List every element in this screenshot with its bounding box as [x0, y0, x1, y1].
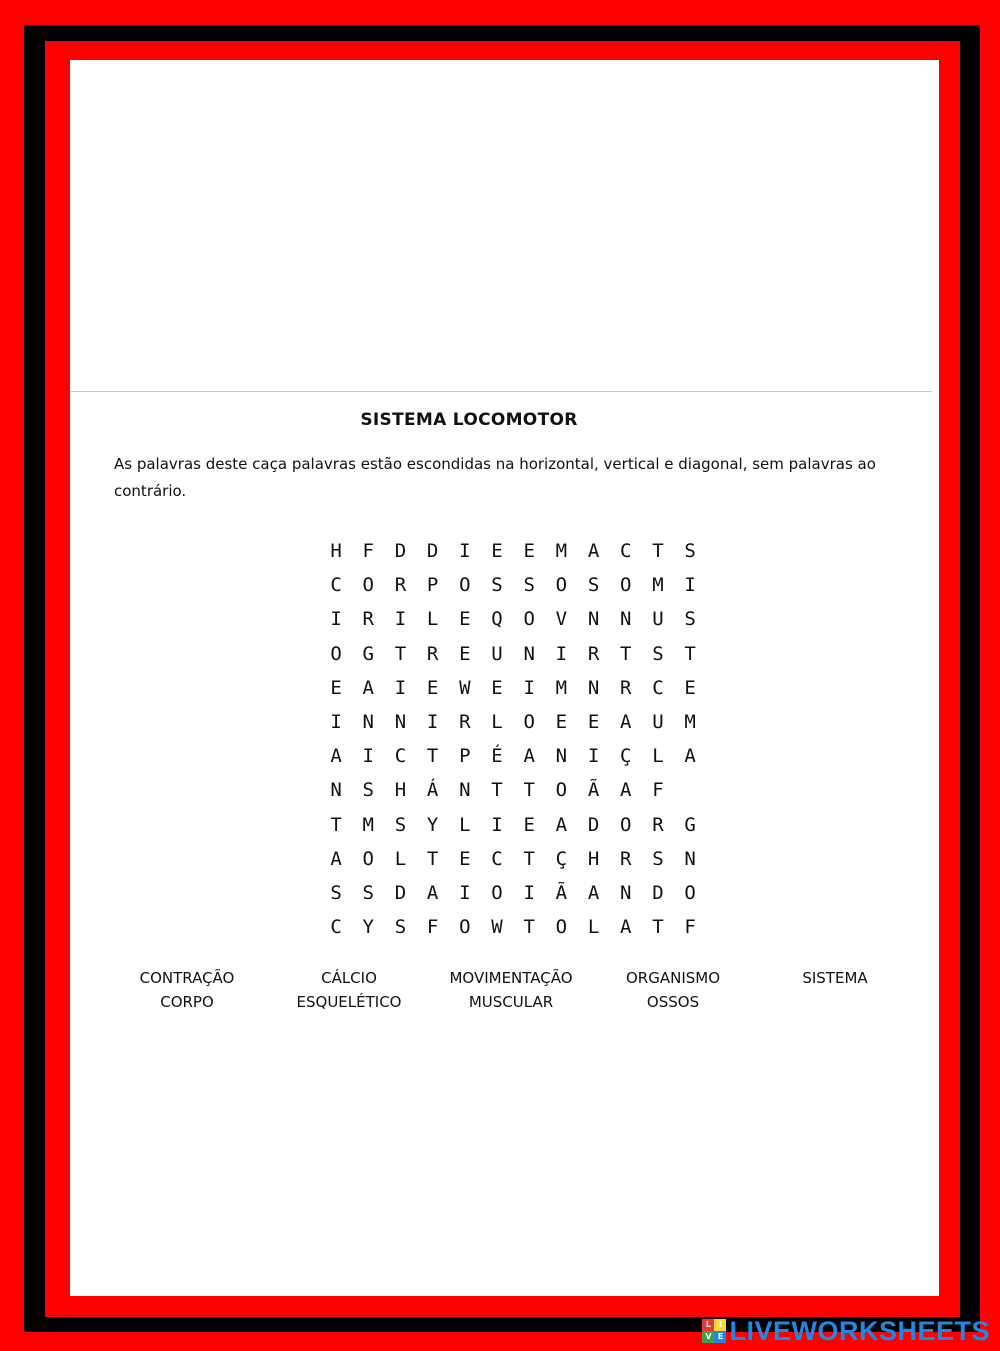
grid-cell[interactable]: D — [652, 881, 664, 904]
grid-cell[interactable]: S — [587, 574, 600, 597]
grid-cell[interactable]: R — [394, 574, 407, 597]
grid-cell[interactable]: D — [426, 540, 439, 563]
grid-cell[interactable]: T — [523, 779, 535, 802]
word-search-grid[interactable] — [320, 534, 706, 944]
grid-cell[interactable]: W — [459, 676, 471, 699]
grid-cell[interactable]: E — [587, 711, 600, 734]
grid-cell[interactable]: F — [684, 916, 696, 939]
word-list-item: CÁLCIO — [321, 969, 377, 987]
grid-row — [320, 637, 706, 671]
grid-cell[interactable]: E — [459, 642, 471, 665]
grid-cell[interactable]: O — [684, 881, 696, 904]
grid-cell[interactable]: S — [491, 574, 503, 597]
grid-cell[interactable]: L — [394, 847, 407, 870]
grid-cell[interactable]: S — [684, 608, 696, 631]
grid-cell[interactable]: E — [523, 540, 535, 563]
grid-cell[interactable]: I — [362, 745, 374, 768]
grid-cell[interactable]: T — [394, 642, 407, 665]
word-list-column — [754, 966, 916, 1014]
grid-cell[interactable]: C — [620, 540, 632, 563]
grid-cell[interactable]: R — [587, 642, 600, 665]
grid-cell[interactable]: L — [587, 916, 600, 939]
grid-cell[interactable]: H — [330, 540, 342, 563]
grid-cell[interactable]: O — [620, 813, 632, 836]
grid-cell[interactable]: A — [587, 881, 600, 904]
grid-cell[interactable]: T — [523, 916, 535, 939]
grid-row — [320, 739, 706, 773]
grid-cell[interactable]: E — [459, 608, 471, 631]
word-list-item: ORGANISMO — [625, 969, 721, 987]
grid-cell[interactable]: O — [459, 916, 471, 939]
grid-cell[interactable]: N — [587, 676, 600, 699]
grid-cell[interactable]: U — [652, 608, 664, 631]
grid-row — [320, 910, 706, 944]
grid-cell[interactable]: E — [684, 676, 696, 699]
word-list-column — [430, 966, 592, 1014]
grid-cell[interactable]: T — [523, 847, 535, 870]
word-list-item: MOVIMENTAÇÃO — [449, 969, 573, 987]
grid-cell[interactable]: I — [523, 881, 535, 904]
word-list-item: MUSCULAR — [468, 993, 554, 1011]
word-list-item: ESQUELÉTICO — [296, 993, 402, 1011]
grid-cell[interactable]: E — [523, 813, 535, 836]
grid-cell[interactable]: I — [426, 711, 439, 734]
grid-cell[interactable]: A — [684, 745, 696, 768]
word-list-item: CORPO — [160, 993, 214, 1011]
grid-cell[interactable]: D — [587, 813, 600, 836]
worksheet-title: SISTEMA LOCOMOTOR — [360, 410, 578, 430]
grid-cell[interactable]: F — [362, 540, 374, 563]
grid-row — [320, 568, 706, 602]
grid-cell[interactable]: I — [394, 676, 407, 699]
grid-cell[interactable]: Ã — [555, 881, 568, 904]
grid-cell[interactable]: M — [555, 676, 568, 699]
grid-cell[interactable]: I — [459, 540, 471, 563]
grid-cell[interactable]: A — [362, 676, 374, 699]
grid-cell[interactable]: H — [394, 779, 407, 802]
grid-cell[interactable]: L — [652, 745, 664, 768]
grid-cell[interactable]: I — [555, 642, 568, 665]
grid-cell[interactable]: S — [394, 813, 407, 836]
grid-cell[interactable]: E — [491, 676, 503, 699]
grid-cell[interactable]: O — [620, 574, 632, 597]
grid-cell[interactable]: C — [394, 745, 407, 768]
grid-cell[interactable]: A — [426, 881, 439, 904]
grid-cell[interactable]: O — [555, 779, 568, 802]
grid-cell[interactable]: N — [555, 745, 568, 768]
grid-cell[interactable]: P — [426, 574, 439, 597]
grid-cell[interactable]: I — [459, 881, 471, 904]
grid-cell[interactable]: N — [684, 847, 696, 870]
grid-cell[interactable]: I — [330, 711, 342, 734]
grid-cell[interactable]: A — [620, 711, 632, 734]
grid-cell[interactable]: T — [426, 847, 439, 870]
word-list-item: SISTEMA — [802, 969, 868, 987]
grid-cell[interactable]: T — [652, 540, 664, 563]
logo-letter: E — [714, 1331, 726, 1343]
grid-cell[interactable]: S — [362, 779, 374, 802]
grid-cell[interactable]: O — [459, 574, 471, 597]
grid-cell[interactable]: M — [684, 711, 696, 734]
grid-cell[interactable]: I — [684, 574, 696, 597]
grid-cell[interactable]: V — [555, 608, 568, 631]
grid-row — [320, 705, 706, 739]
liveworksheets-brand[interactable] — [702, 1317, 990, 1345]
grid-cell[interactable]: I — [587, 745, 600, 768]
grid-cell[interactable]: R — [362, 608, 374, 631]
grid-row — [320, 671, 706, 705]
grid-cell[interactable]: U — [652, 711, 664, 734]
word-list-column — [592, 966, 754, 1014]
grid-cell[interactable]: E — [491, 540, 503, 563]
grid-cell[interactable]: O — [362, 574, 374, 597]
grid-cell[interactable]: E — [459, 847, 471, 870]
grid-cell[interactable]: D — [394, 540, 407, 563]
grid-cell[interactable]: P — [459, 745, 471, 768]
grid-cell[interactable]: O — [555, 916, 568, 939]
grid-cell[interactable]: H — [587, 847, 600, 870]
grid-cell[interactable]: N — [330, 779, 342, 802]
grid-cell[interactable]: Q — [491, 608, 503, 631]
grid-cell[interactable]: Á — [426, 779, 439, 802]
grid-cell[interactable]: C — [330, 574, 342, 597]
word-list-column — [268, 966, 430, 1014]
grid-cell[interactable]: M — [362, 813, 374, 836]
grid-cell[interactable]: I — [523, 676, 535, 699]
grid-cell[interactable]: O — [523, 711, 535, 734]
grid-cell[interactable]: O — [362, 847, 374, 870]
grid-row — [320, 842, 706, 876]
grid-cell[interactable]: C — [491, 847, 503, 870]
grid-cell[interactable]: R — [620, 676, 632, 699]
grid-cell[interactable]: L — [491, 711, 503, 734]
grid-cell[interactable]: O — [491, 881, 503, 904]
grid-cell[interactable]: N — [523, 642, 535, 665]
grid-cell[interactable]: N — [587, 608, 600, 631]
word-list-item: OSSOS — [646, 993, 700, 1011]
grid-cell[interactable]: G — [684, 813, 696, 836]
grid-row — [320, 876, 706, 910]
grid-cell[interactable]: T — [491, 779, 503, 802]
grid-cell[interactable]: A — [330, 847, 342, 870]
grid-cell[interactable]: Ã — [587, 779, 600, 802]
grid-cell[interactable]: O — [330, 642, 342, 665]
grid-cell[interactable]: O — [523, 608, 535, 631]
grid-cell[interactable]: W — [491, 916, 503, 939]
grid-cell[interactable]: S — [652, 847, 664, 870]
grid-cell[interactable]: E — [555, 711, 568, 734]
grid-cell[interactable]: S — [330, 881, 342, 904]
grid-cell[interactable]: S — [523, 574, 535, 597]
brand-text: LIVEWORKSHEETS — [729, 1315, 990, 1346]
grid-cell[interactable]: R — [459, 711, 471, 734]
liveworksheets-logo-icon — [702, 1319, 726, 1343]
grid-cell[interactable]: Y — [426, 813, 439, 836]
grid-cell[interactable]: S — [394, 916, 407, 939]
grid-cell[interactable]: N — [459, 779, 471, 802]
grid-cell[interactable]: N — [620, 608, 632, 631]
grid-cell[interactable]: T — [330, 813, 342, 836]
grid-cell[interactable]: C — [330, 916, 342, 939]
grid-cell[interactable]: I — [491, 813, 503, 836]
grid-cell[interactable]: I — [330, 608, 342, 631]
grid-cell[interactable]: A — [620, 916, 632, 939]
word-list-column — [106, 966, 268, 1014]
logo-letter: V — [702, 1331, 714, 1343]
grid-cell[interactable]: E — [426, 676, 439, 699]
grid-cell[interactable]: Ç — [620, 745, 632, 768]
grid-cell[interactable]: E — [330, 676, 342, 699]
grid-cell[interactable]: O — [555, 574, 568, 597]
grid-row — [320, 602, 706, 636]
grid-cell[interactable]: L — [426, 608, 439, 631]
grid-cell[interactable]: N — [620, 881, 632, 904]
grid-cell[interactable]: M — [652, 574, 664, 597]
grid-cell[interactable]: F — [426, 916, 439, 939]
grid-cell[interactable]: R — [426, 642, 439, 665]
divider-line — [70, 391, 932, 392]
grid-cell[interactable]: R — [620, 847, 632, 870]
grid-cell[interactable]: R — [652, 813, 664, 836]
grid-cell[interactable]: G — [362, 642, 374, 665]
grid-row — [320, 534, 706, 568]
grid-cell[interactable]: A — [330, 745, 342, 768]
grid-cell[interactable]: Ç — [555, 847, 568, 870]
grid-cell[interactable]: T — [684, 642, 696, 665]
word-list-item: CONTRAÇÃO — [139, 969, 235, 987]
grid-cell[interactable]: T — [426, 745, 439, 768]
grid-cell[interactable]: A — [587, 540, 600, 563]
grid-cell[interactable]: L — [459, 813, 471, 836]
grid-cell[interactable]: M — [555, 540, 568, 563]
grid-cell[interactable]: Y — [362, 916, 374, 939]
logo-letter: I — [714, 1319, 726, 1331]
grid-cell[interactable]: C — [652, 676, 664, 699]
grid-cell[interactable]: A — [620, 779, 632, 802]
grid-cell[interactable]: S — [652, 642, 664, 665]
grid-cell[interactable]: N — [362, 711, 374, 734]
grid-cell[interactable]: A — [555, 813, 568, 836]
grid-cell[interactable]: I — [394, 608, 407, 631]
grid-cell[interactable]: A — [523, 745, 535, 768]
word-list — [106, 966, 916, 1014]
grid-cell[interactable]: S — [362, 881, 374, 904]
grid-row — [320, 773, 706, 807]
grid-cell[interactable]: É — [491, 745, 503, 768]
logo-letter: L — [702, 1319, 714, 1331]
grid-cell[interactable]: S — [684, 540, 696, 563]
grid-cell[interactable]: D — [394, 881, 407, 904]
grid-cell[interactable]: N — [394, 711, 407, 734]
grid-cell[interactable]: T — [652, 916, 664, 939]
grid-row — [320, 808, 706, 842]
grid-cell[interactable]: F — [652, 779, 664, 802]
instructions-text: As palavras deste caça palavras estão escondidas na horizontal, vertical e diagonal, sem palavras ao contrário. — [114, 455, 876, 500]
grid-cell[interactable]: U — [491, 642, 503, 665]
worksheet-page — [70, 60, 939, 1296]
grid-cell[interactable]: T — [620, 642, 632, 665]
